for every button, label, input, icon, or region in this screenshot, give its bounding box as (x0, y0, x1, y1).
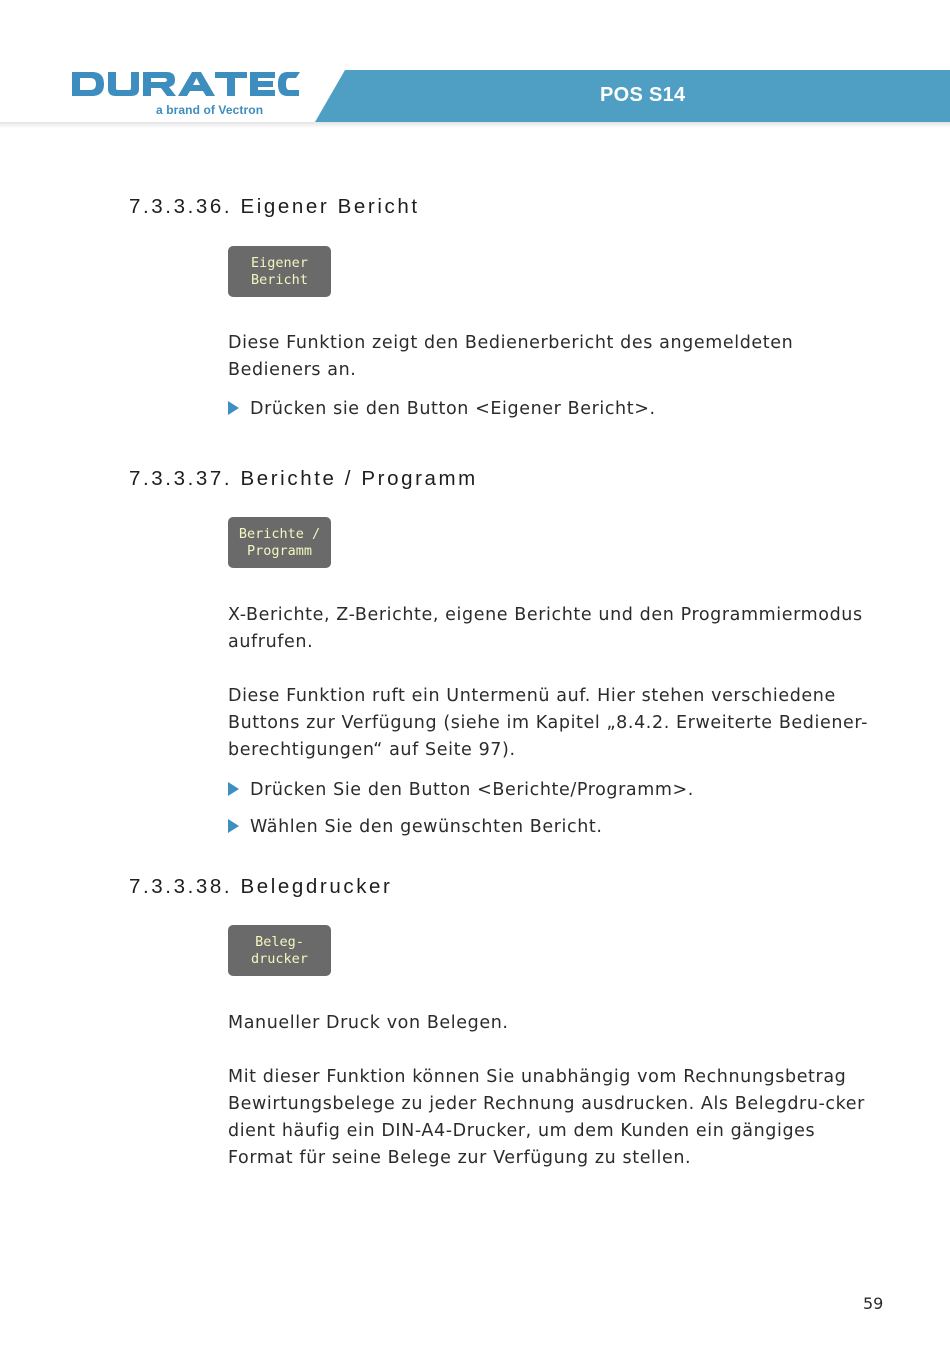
bullet-item (228, 778, 888, 802)
berichte-programm-button[interactable] (228, 517, 331, 568)
bullet-arrow-icon (228, 782, 239, 796)
paragraph: Manueller Druck von Belegen. (228, 1013, 509, 1033)
paragraph: Mit dieser Funktion können Sie unabhängig vom Rechnungsbetrag Bewirtungsbelege zu jeder Rechnung ausdrucken. Als Belegdru-cker dient häufig ein DIN-A4-Drucker, um dem Kunden ein gängiges Format für seine Belege zur Verfügung zu stellen. (228, 1067, 865, 1168)
paragraph: Diese Funktion ruft ein Untermenü auf. Hier stehen verschiedene Buttons zur Verfügung (siehe im Kapitel „8.4.2. Erweiterte Bediener-berechtigungen“ auf Seite 97). (228, 686, 868, 760)
page-header (0, 70, 950, 122)
paragraph: Diese Funktion zeigt den Bedienerbericht des angemeldeten Bedieners an. (228, 333, 794, 380)
bullet-text: Drücken Sie den Button <Berichte/Programm>. (250, 780, 694, 800)
duratec-logo (70, 70, 300, 100)
belegdrucker-button[interactable] (228, 925, 331, 976)
logo-subtitle: a brand of Vectron (156, 103, 264, 117)
page-number: 59 (863, 1294, 884, 1313)
paragraph: X-Berichte, Z-Berichte, eigene Berichte und den Programmiermodus aufrufen. (228, 605, 863, 652)
bullet-item (228, 815, 888, 839)
section-title-berichte-programm: 7.3.3.37. Berichte / Programm (129, 467, 478, 490)
bullet-arrow-icon (228, 401, 239, 415)
bullet-text: Wählen Sie den gewünschten Bericht. (250, 817, 603, 837)
bullet-text: Drücken sie den Button <Eigener Bericht>. (250, 399, 656, 419)
bullet-arrow-icon (228, 819, 239, 833)
bullet-item (228, 397, 888, 421)
button-label: Beleg- drucker (251, 933, 308, 967)
product-title: POS S14 (600, 84, 686, 106)
section-title-eigener-bericht: 7.3.3.36. Eigener Bericht (129, 195, 420, 218)
section-title-belegdrucker: 7.3.3.38. Belegdrucker (129, 875, 393, 898)
button-label: Eigener Bericht (251, 254, 308, 288)
header-shadow (0, 122, 950, 128)
button-label: Berichte / Programm (238, 525, 321, 559)
eigener-bericht-button[interactable] (228, 246, 331, 297)
